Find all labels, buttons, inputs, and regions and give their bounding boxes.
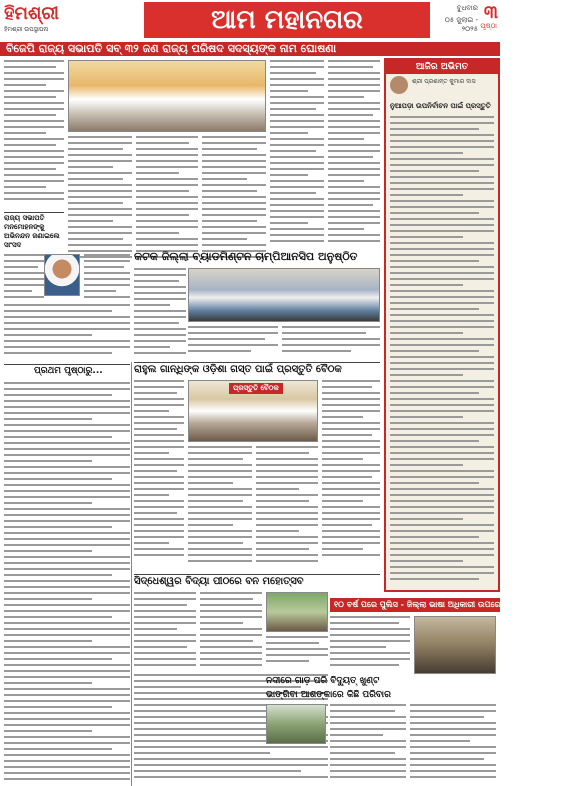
- story-column: [136, 136, 198, 268]
- police-photo: [414, 616, 496, 674]
- story-column: [68, 136, 132, 268]
- opinion-panel: [384, 58, 500, 592]
- story-column: [330, 616, 410, 674]
- page-label: ପୃଷ୍ଠା: [480, 22, 497, 30]
- section-title-banner: [144, 2, 430, 38]
- bottom-story-banner: ୧୦ ବର୍ଷ ପରେ ପୁଲିସ - ଜିଲ୍ଲା ଭାଷା ଅଧିକାରୀ ଉପରେ ଜନକଲାର ଉଦ୍ବେଗ: [330, 598, 500, 612]
- story-column: [410, 704, 496, 784]
- story-column: [282, 326, 380, 360]
- story-column: [134, 592, 196, 672]
- story-column: [4, 382, 130, 782]
- story-column: [134, 380, 184, 570]
- story-column: [256, 446, 318, 570]
- story-headline: ନଦୀରେ ଗାଡ଼ ପରି ବିଦ୍ୟୁତ୍ ଖୁଣ୍ଟ: [266, 676, 380, 686]
- column-rule: [131, 362, 132, 786]
- opinion-author: [390, 76, 494, 96]
- story-column: [322, 380, 380, 570]
- story-column: [330, 704, 406, 784]
- author-avatar: [390, 76, 408, 94]
- opinion-heading: ଆଜିର ଅଭିମତ: [386, 60, 498, 74]
- story-column: [188, 326, 278, 360]
- newspaper-logo: ହିମଶ୍ରୀ: [4, 3, 59, 24]
- story-column: [134, 268, 186, 360]
- main-headline: ବିଜେପି ରାଜ୍ୟ ସଭାପତି ସବ୍ ୩୨ ଜଣ ରାଜ୍ୟ ପରିଷଦ ସଦସ୍ୟଙ୍କ ନାମ ଘୋଷଣା: [6, 42, 337, 55]
- story-column: [200, 592, 262, 672]
- story-headline: ସିଦ୍ଧେଶ୍ୱର ବିଦ୍ୟା ପୀଠରେ ବନ ମହୋତ୍ସବ: [134, 576, 304, 587]
- bjp-meeting-photo: [68, 60, 266, 132]
- page-info: [434, 2, 498, 38]
- story-headline: ରାଜ୍ୟ ସଭାପତି ମନମୋହନଙ୍କୁ ଅଭିନନ୍ଦନ ଜଣାଇଲେ ସାଂସଦ: [4, 214, 60, 249]
- main-headline-bar: [0, 42, 500, 56]
- opinion-title: ନୁଆପଡ଼ା ଉପନିର୍ବାଚନ ପାଇଁ ପ୍ରସ୍ତୁତି: [390, 102, 491, 110]
- congress-meeting-photo: [188, 380, 318, 442]
- plantation-photo: [266, 592, 328, 632]
- badminton-group-photo: [188, 268, 380, 322]
- story-subheadline: ଭାଙ୍ଗିବା ଆଶଙ୍କାରେ କିଛି ପରିବାର: [266, 690, 391, 700]
- issue-day: ବୁଧବାର: [456, 4, 478, 12]
- photo-tag: ପ୍ରସ୍ତୁତି ବୈଠକ: [229, 383, 283, 394]
- continued-heading: ପ୍ରଥମ ପୃଷ୍ଠାରୁ...: [34, 366, 103, 376]
- story-headline: କଟକ ଜିଲ୍ଲା ବ୍ୟାଡମିଣ୍ଟନ ଚାମ୍ପିଆନସିପ ଅନୁଷ୍ଠିତ: [134, 250, 358, 263]
- page-number: ୩: [483, 2, 498, 23]
- author-name: ଶ୍ରୀ ପ୍ରଶାନ୍ତ କୁମାର ଦାସ: [412, 78, 476, 85]
- opinion-text: [390, 116, 494, 586]
- story-column: [4, 60, 64, 210]
- mp-portrait-photo: [44, 254, 80, 296]
- issue-date: ୦୫ ଜୁଲାଇ - ୨୦୨୫: [444, 16, 478, 33]
- masthead: [0, 0, 500, 40]
- story-divider: [4, 212, 64, 213]
- story-column: [328, 60, 380, 246]
- logo-tagline: ହିମଶ୍ରୀ ଉପସ୍ଥାପନା: [4, 26, 49, 33]
- story-column: [4, 304, 130, 358]
- story-headline: ରାହୁଲ ଗାନ୍ଧିଙ୍କ ଓଡ଼ିଶା ଗସ୍ତ ପାଇଁ ପ୍ରସ୍ତୁତି ବୈଠକ: [134, 364, 342, 375]
- story-column: [84, 254, 130, 304]
- story-column: [188, 446, 252, 570]
- story-column: [4, 254, 44, 304]
- story-column: [266, 636, 328, 672]
- story-divider: [4, 364, 130, 365]
- story-divider: [134, 362, 380, 363]
- section-title: ଆମ ମହାନଗର: [211, 5, 363, 35]
- electric-pole-photo: [266, 704, 326, 744]
- story-divider: [134, 574, 380, 575]
- story-column: [202, 136, 266, 268]
- story-column: [270, 60, 324, 246]
